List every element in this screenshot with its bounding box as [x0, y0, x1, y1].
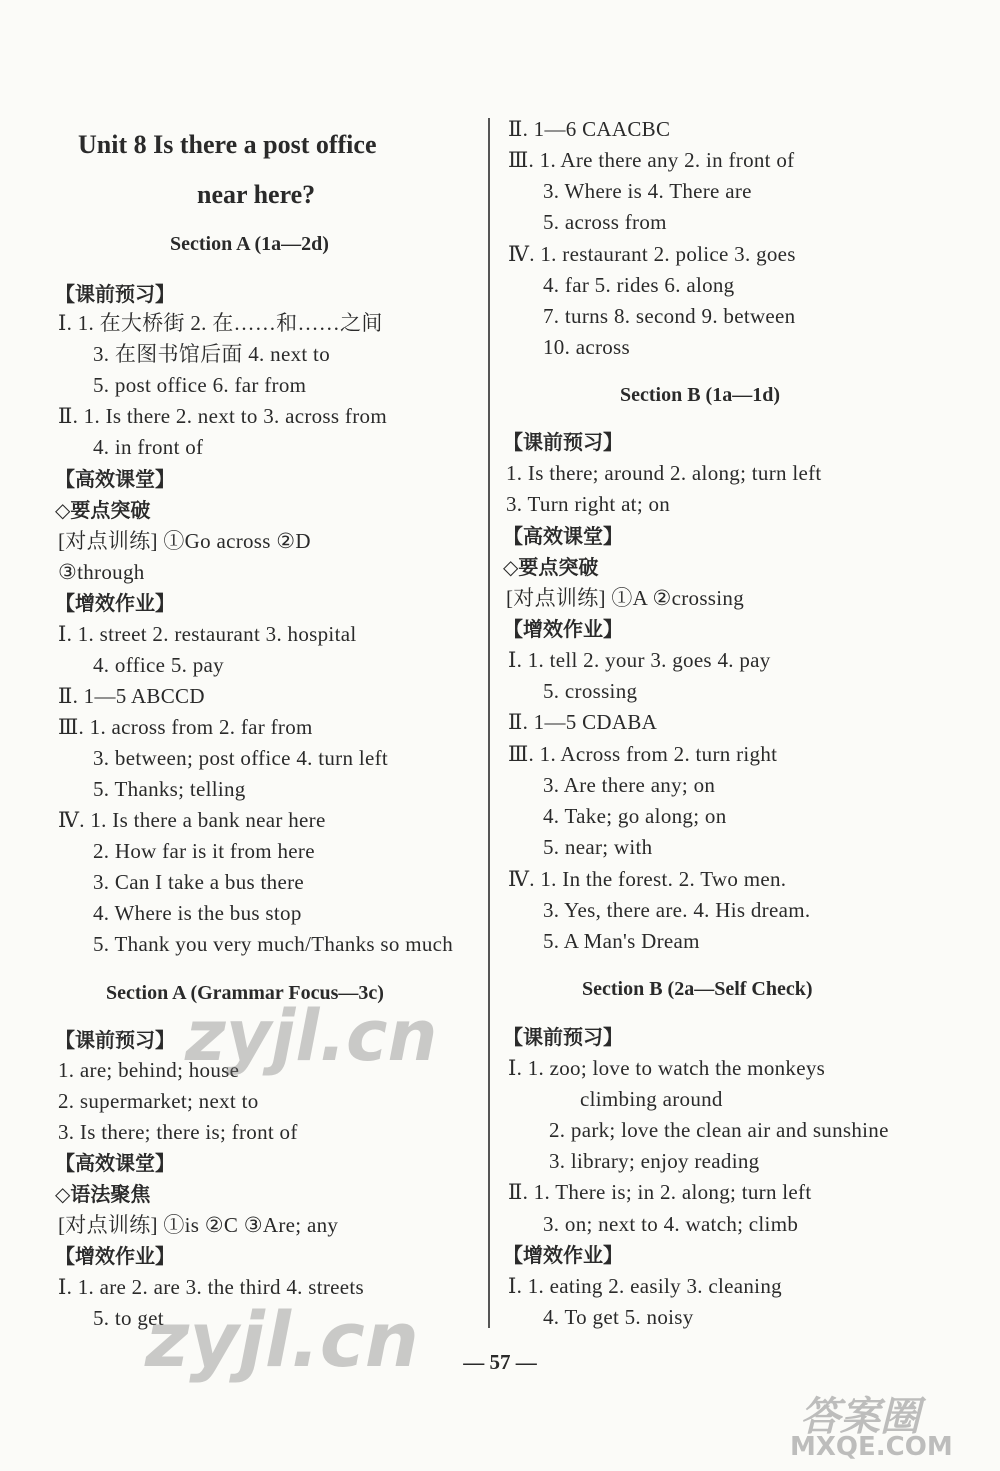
answer-line: Ⅱ. 1—6 CAACBC	[508, 117, 671, 141]
watermark: zyjl.cn	[145, 1295, 419, 1384]
answer-line: 4. far 5. rides 6. along	[543, 273, 735, 297]
answer-line: 3. on; next to 4. watch; climb	[543, 1212, 799, 1236]
answer-line: Ⅰ. 1. eating 2. easily 3. cleaning	[508, 1274, 782, 1298]
section-heading: Section A (Grammar Focus—3c)	[106, 982, 384, 1004]
answer-line: Ⅱ. 1. There is; in 2. along; turn left	[508, 1180, 812, 1204]
answer-line: ③through	[58, 560, 145, 584]
answer-line: 5. post office 6. far from	[93, 373, 307, 397]
answer-line: 3. Are there any; on	[543, 773, 716, 797]
section-heading: Section B (1a—1d)	[620, 384, 780, 406]
answer-line: 10. across	[543, 335, 630, 359]
answer-line: Ⅰ. 1. 在大桥街 2. 在……和……之间	[58, 311, 383, 335]
subsection-heading: 【课前预习】	[503, 430, 623, 454]
answer-line: 2. supermarket; next to	[58, 1089, 259, 1113]
answer-line: [对点训练] ①is ②C ③Are; any	[58, 1213, 339, 1237]
subsection-heading: 【课前预习】	[55, 1028, 175, 1052]
answer-line: [对点训练] ①Go across ②D	[58, 529, 311, 553]
answer-line: 4. Take; go along; on	[543, 804, 727, 828]
answer-line: 1. are; behind; house	[58, 1058, 240, 1082]
answer-line: 4. office 5. pay	[93, 653, 224, 677]
section-heading: Section A (1a—2d)	[170, 233, 329, 255]
watermark: MXQE.COM	[790, 1432, 953, 1462]
answer-line: Ⅳ. 1. In the forest. 2. Two men.	[508, 867, 787, 891]
answer-line: climbing around	[580, 1087, 723, 1111]
subsection-heading: 【课前预习】	[55, 282, 175, 306]
subsection-heading: ◇要点突破	[503, 555, 599, 579]
answer-line: 4. Where is the bus stop	[93, 901, 302, 925]
answer-line: 3. Can I take a bus there	[93, 870, 305, 894]
answer-line: 7. turns 8. second 9. between	[543, 304, 796, 328]
subsection-heading: 【增效作业】	[55, 1244, 175, 1268]
subsection-heading: 【高效课堂】	[55, 467, 175, 491]
subsection-heading: 【增效作业】	[503, 617, 623, 641]
unit-title-line1: Unit 8 Is there a post office	[78, 130, 377, 159]
subsection-heading: 【增效作业】	[55, 591, 175, 615]
answer-line: [对点训练] ①A ②crossing	[506, 586, 745, 610]
answer-line: Ⅲ. 1. Across from 2. turn right	[508, 742, 778, 766]
answer-line: Ⅳ. 1. Is there a bank near here	[58, 808, 326, 832]
answer-line: 3. Yes, there are. 4. His dream.	[543, 898, 811, 922]
answer-line: Ⅲ. 1. Are there any 2. in front of	[508, 148, 795, 172]
subsection-heading: ◇语法聚焦	[55, 1182, 151, 1206]
answer-line: 5. near; with	[543, 835, 653, 859]
answer-line: 4. To get 5. noisy	[543, 1305, 694, 1329]
section-heading: Section B (2a—Self Check)	[582, 978, 813, 1000]
answer-line: 5. across from	[543, 210, 667, 234]
answer-line: 2. park; love the clean air and sunshine	[549, 1118, 889, 1142]
unit-title-line2: near here?	[197, 180, 316, 209]
answer-line: 3. Is there; there is; front of	[58, 1120, 298, 1144]
subsection-heading: ◇要点突破	[55, 498, 151, 522]
answer-line: 3. library; enjoy reading	[549, 1149, 760, 1173]
answer-line: 3. Where is 4. There are	[543, 179, 752, 203]
answer-line: Ⅲ. 1. across from 2. far from	[58, 715, 313, 739]
answer-line: 3. between; post office 4. turn left	[93, 746, 388, 770]
answer-line: 5. Thank you very much/Thanks so much	[93, 932, 454, 956]
answer-line: Ⅱ. 1—5 ABCCD	[58, 684, 205, 708]
answer-line: Ⅰ. 1. are 2. are 3. the third 4. streets	[58, 1275, 365, 1299]
subsection-heading: 【课前预习】	[503, 1025, 623, 1049]
answer-line: 5. crossing	[543, 679, 638, 703]
answer-line: 4. in front of	[93, 435, 204, 459]
answer-line: Ⅳ. 1. restaurant 2. police 3. goes	[508, 242, 796, 266]
answer-line: 5. to get	[93, 1306, 164, 1330]
watermark: 答案圈	[800, 1394, 920, 1440]
answer-line: 5. A Man's Dream	[543, 929, 700, 953]
subsection-heading: 【增效作业】	[503, 1243, 623, 1267]
answer-line: 3. Turn right at; on	[506, 492, 671, 516]
answer-line: 2. How far is it from here	[93, 839, 315, 863]
answer-line: 1. Is there; around 2. along; turn left	[506, 461, 822, 485]
answer-line: Ⅱ. 1—5 CDABA	[508, 710, 658, 734]
subsection-heading: 【高效课堂】	[503, 524, 623, 548]
answer-line: Ⅰ. 1. tell 2. your 3. goes 4. pay	[508, 648, 771, 672]
watermark: zyjl.cn	[185, 995, 438, 1077]
answer-line: 3. 在图书馆后面 4. next to	[93, 342, 330, 366]
answer-line: 5. Thanks; telling	[93, 777, 246, 801]
answer-line: Ⅱ. 1. Is there 2. next to 3. across from	[58, 404, 387, 428]
answer-line: Ⅰ. 1. zoo; love to watch the monkeys	[508, 1056, 826, 1080]
column-divider	[488, 118, 490, 1328]
page-number: — 57 —	[463, 1350, 537, 1374]
subsection-heading: 【高效课堂】	[55, 1151, 175, 1175]
answer-line: Ⅰ. 1. street 2. restaurant 3. hospital	[58, 622, 357, 646]
